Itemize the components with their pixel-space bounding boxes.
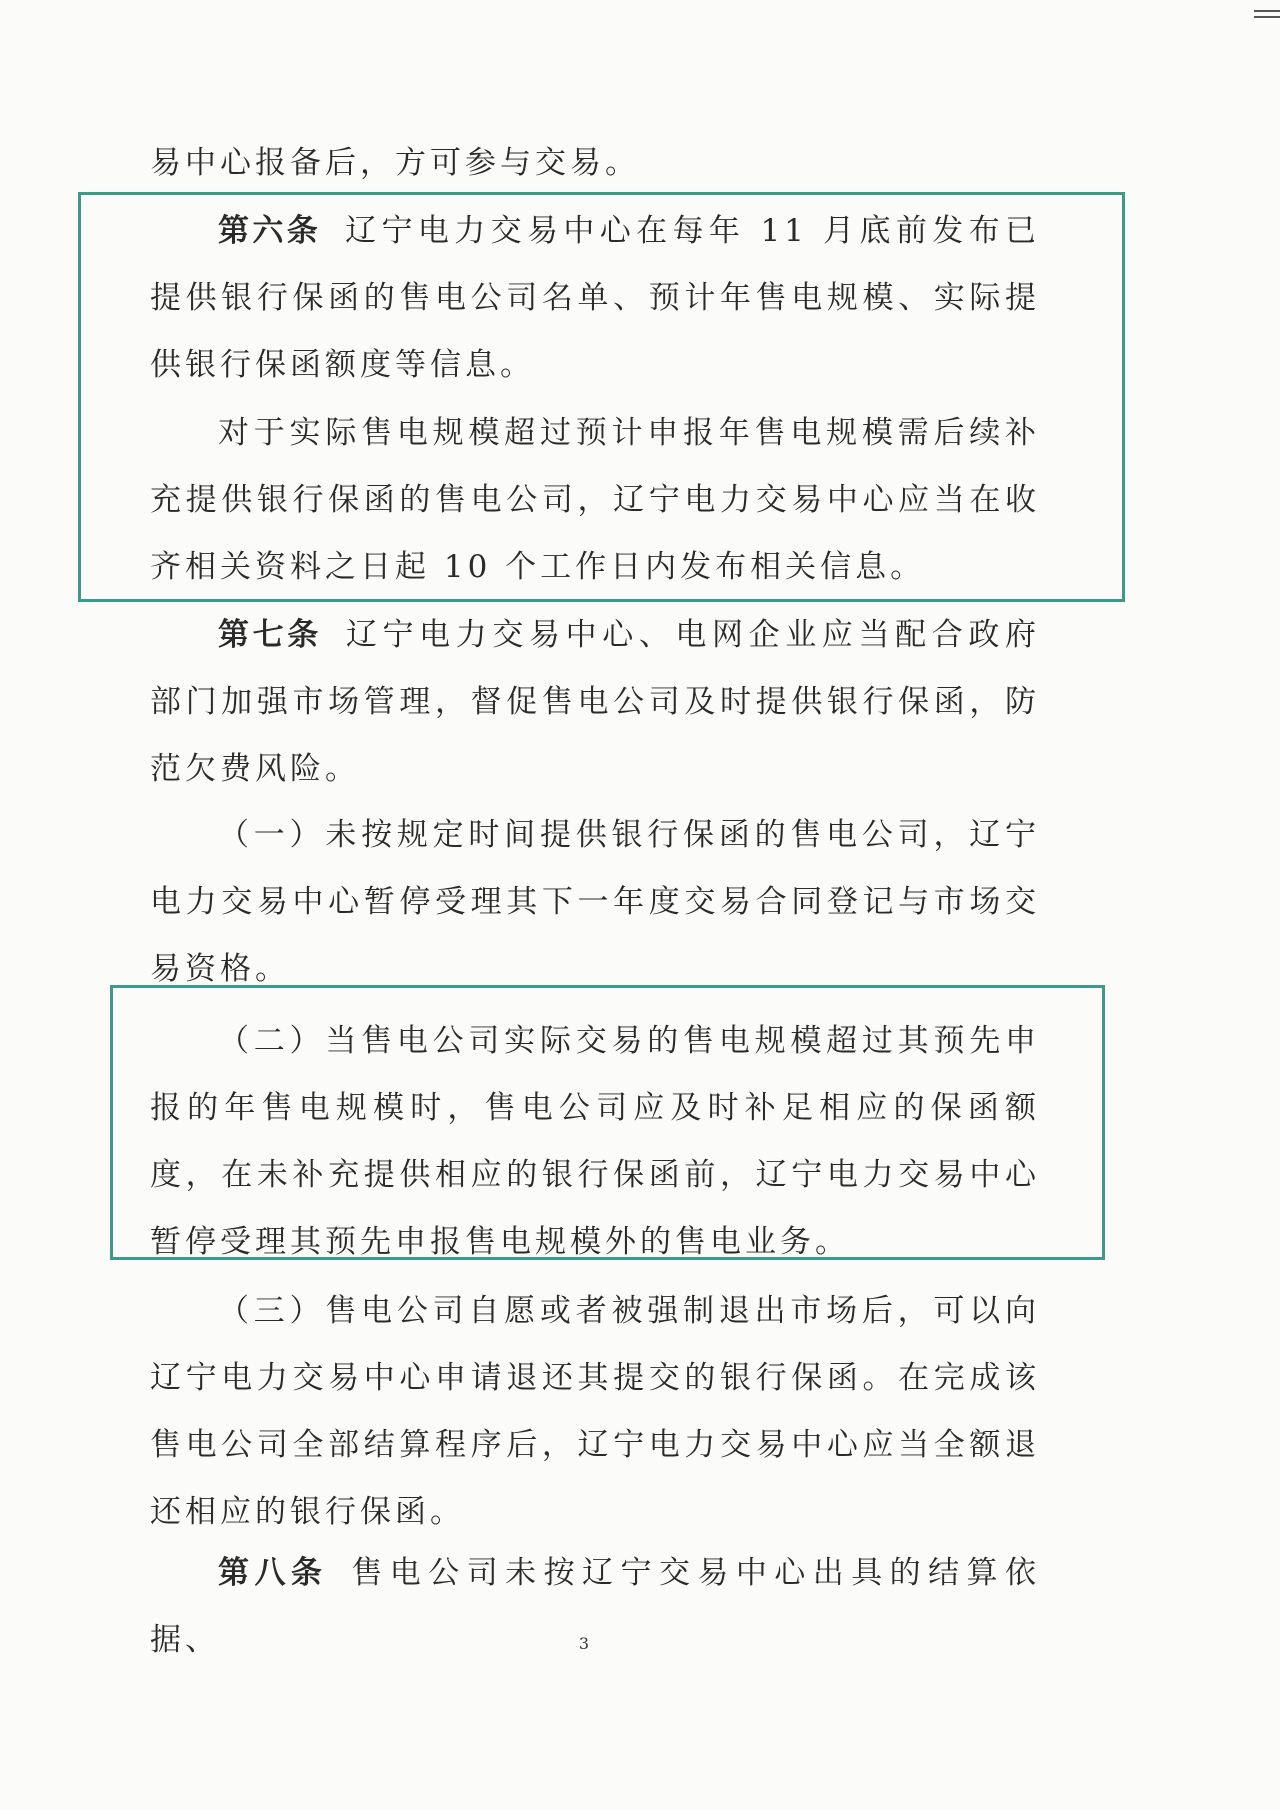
article-7-item-2: （二）当售电公司实际交易的售电规模超过其预先申报的年售电规模时，售电公司应及时补足相应的保函额度，在未补充提供相应的银行保函前，辽宁电力交易中心暂停受理其预先申报售电规模外的售电业务。 [150, 1023, 1040, 1260]
article-7-label: 第七条 [218, 617, 322, 653]
article-8-label: 第八条 [218, 1555, 328, 1591]
page-number: 3 [578, 1634, 590, 1653]
article-7-item-3: （三）售电公司自愿或者被强制退出市场后，可以向辽宁电力交易中心申请退还其提交的银行保函。在完成该售电公司全部结算程序后，辽宁电力交易中心应当全额退还相应的银行保函。 [150, 1293, 1040, 1530]
article-8-text: 售电公司未按辽宁交易中心出具的结算依据、 [150, 1555, 1041, 1658]
article-7 [150, 602, 1040, 803]
paragraph-continuation: 易中心报备后，方可参与交易。 [150, 145, 640, 181]
article-6-text: 辽宁电力交易中心在每年 11 月底前发布已提供银行保函的售电公司名单、预计年售电规模、实际提供银行保函额度等信息。 [150, 213, 1041, 383]
article-7-item-1: （一）未按规定时间提供银行保函的售电公司，辽宁电力交易中心暂停受理其下一年度交易合同登记与市场交易资格。 [150, 817, 1040, 987]
article-7-text: 辽宁电力交易中心、电网企业应当配合政府部门加强市场管理，督促售电公司及时提供银行保函，防范欠费风险。 [150, 617, 1041, 787]
article-8 [150, 1540, 1040, 1674]
article-6 [150, 198, 1040, 399]
article-6-paragraph-2: 对于实际售电规模超过预计申报年售电规模需后续补充提供银行保函的售电公司，辽宁电力交易中心应当在收齐相关资料之日起 10 个工作日内发布相关信息。 [150, 415, 1040, 585]
article-6-label: 第六条 [218, 213, 322, 249]
scan-mark [1254, 10, 1280, 30]
